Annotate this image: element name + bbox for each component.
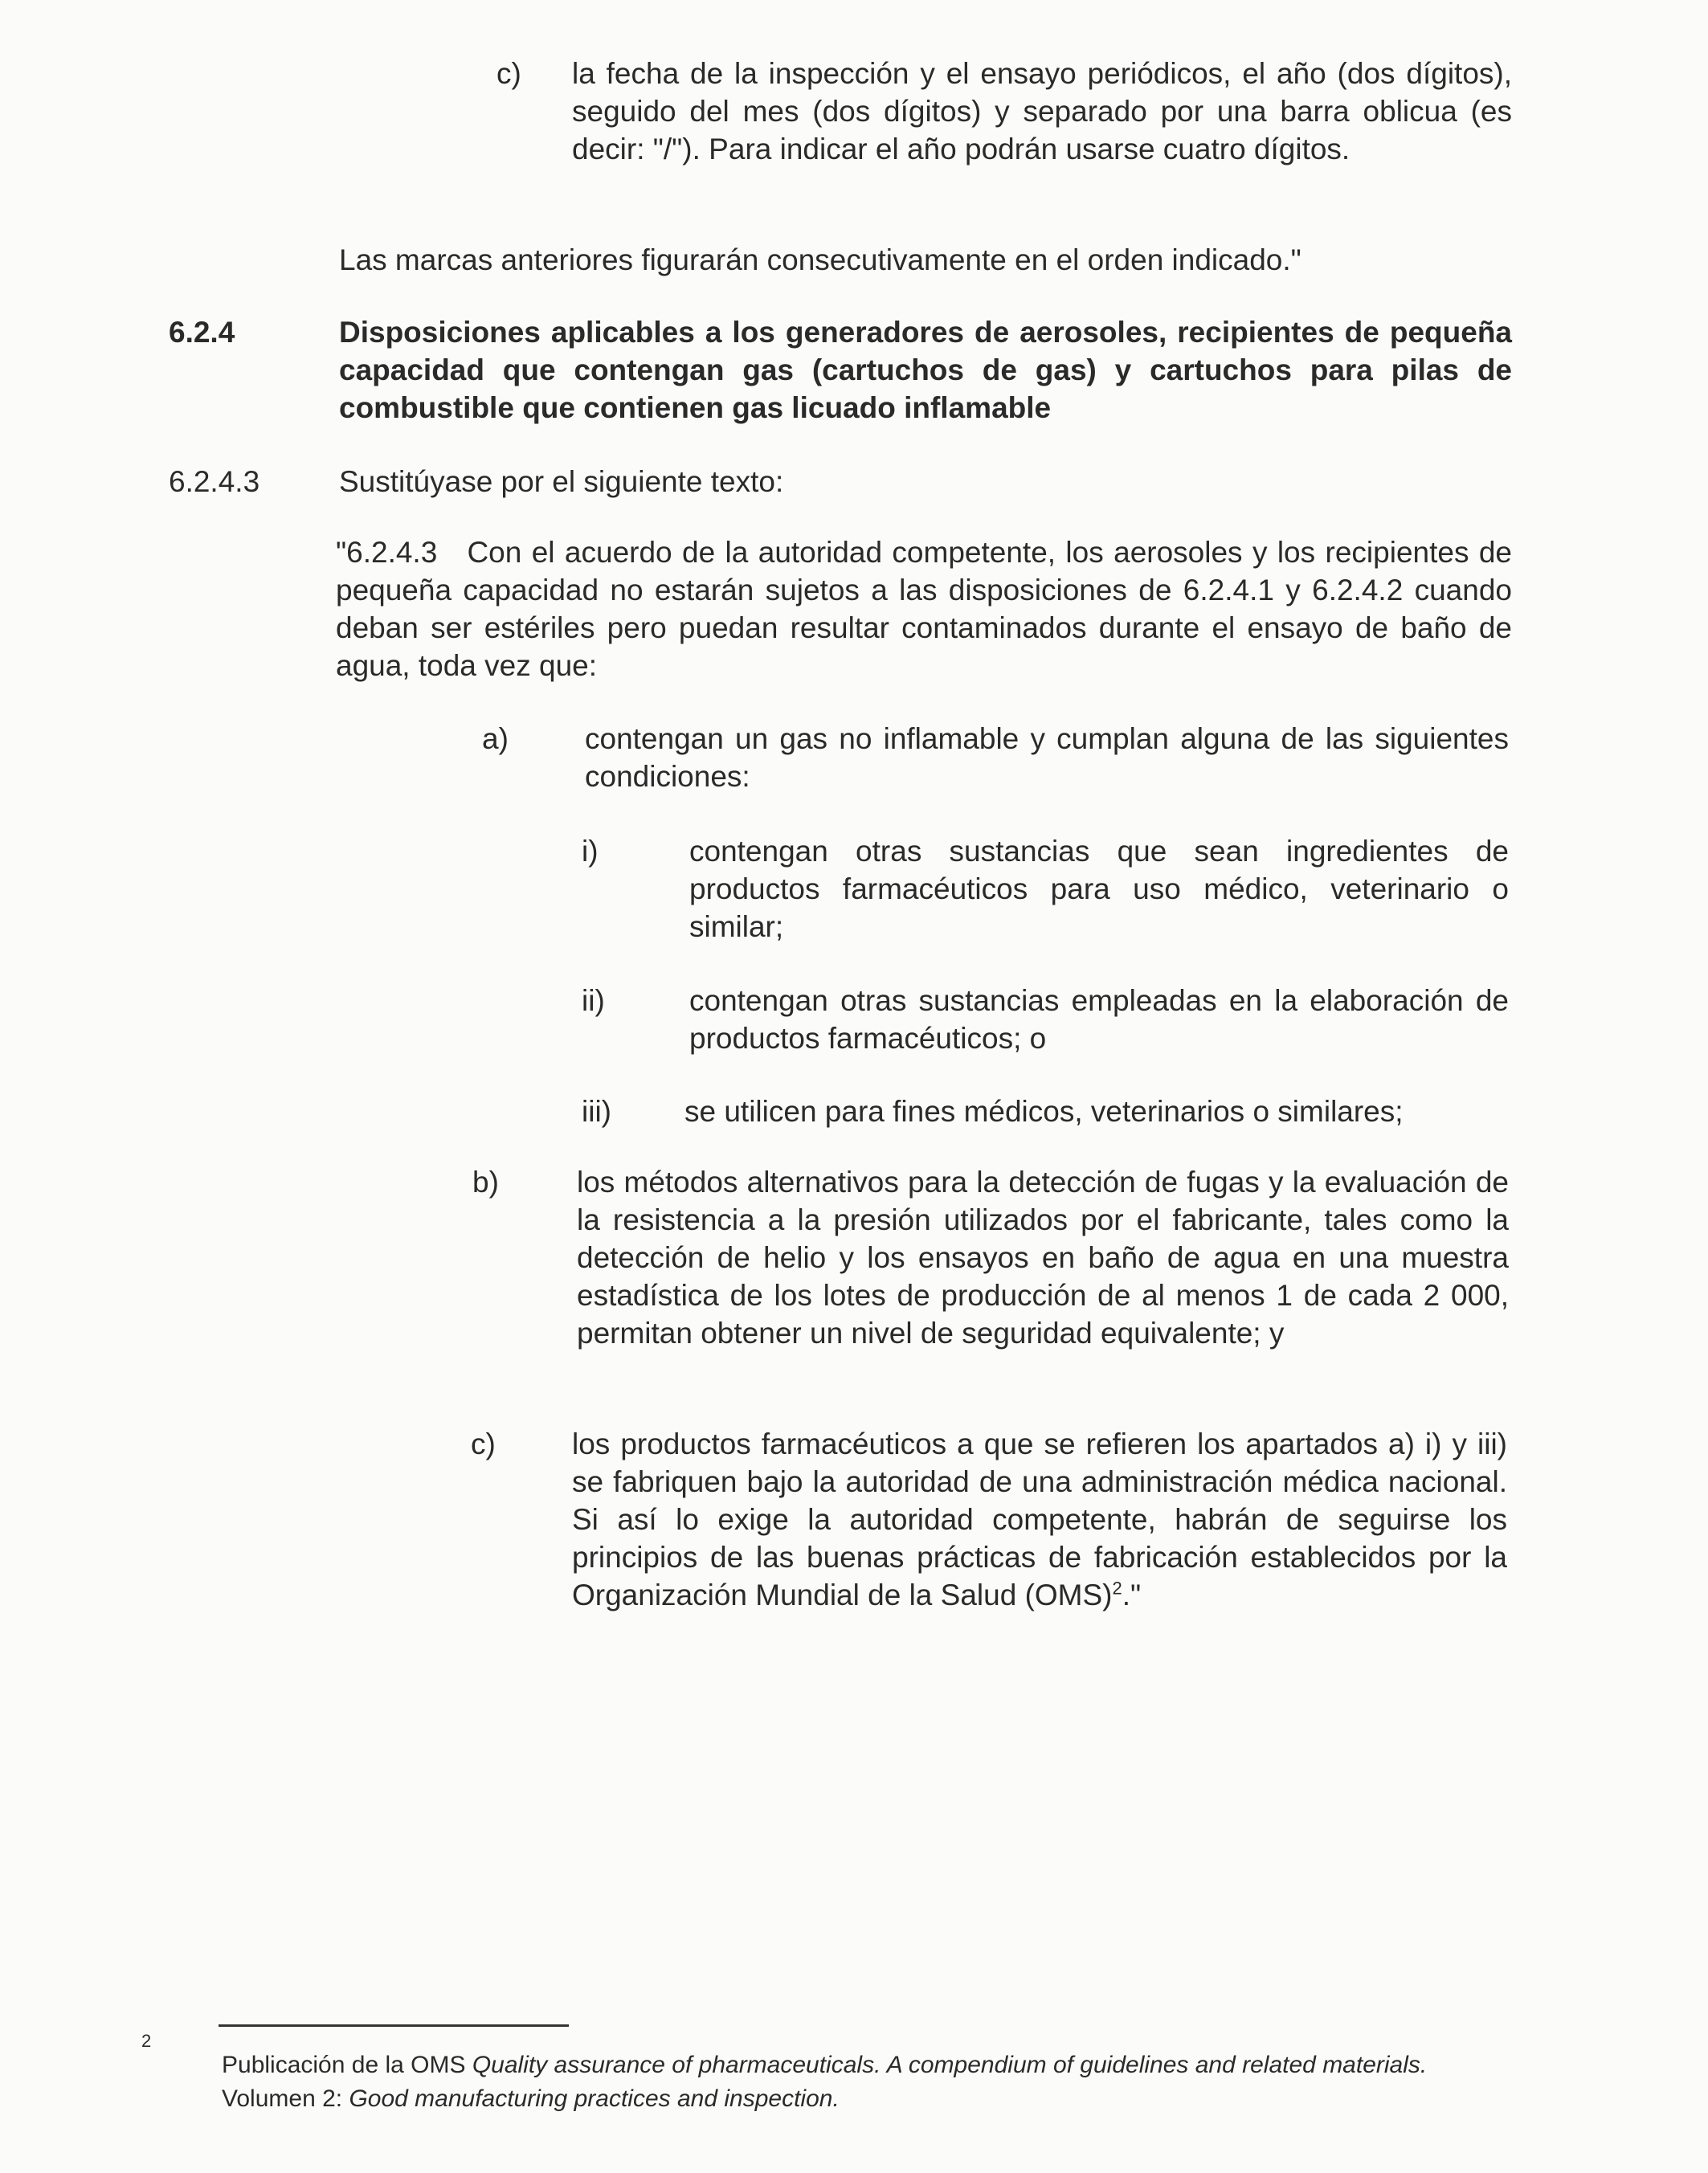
subitem-ii-text: contengan otras sustancias empleadas en la elaboración de productos farmacéuticos; o — [689, 984, 1509, 1055]
footnote-prefix: Publicación de la OMS — [222, 2052, 472, 2078]
item-b-label: b) — [472, 1166, 499, 1199]
closing-note: Las marcas anteriores figurarán consecutivamente en el orden indicado." — [339, 243, 1301, 276]
item-c-paragraph — [572, 1425, 1507, 1614]
subitem-iii-text: se utilicen para fines médicos, veterinarios o similares; — [684, 1095, 1404, 1128]
subitem-iii-label: iii) — [582, 1095, 611, 1128]
item-c-tail: ." — [1122, 1579, 1142, 1611]
section-title: Disposiciones aplicables a los generadores de aerosoles, recipientes de pequeña capacidad que contengan gas (cartuchos de gas) y cartuchos para pilas de combustible que contienen gas licuado inflamable — [339, 316, 1512, 424]
item-c-label: c) — [471, 1428, 496, 1460]
subsection-instruction: Sustitúyase por el siguiente texto: — [339, 465, 784, 498]
footnote-ref[interactable]: 2 — [1112, 1578, 1122, 1599]
footnote-title: Quality assurance of pharmaceuticals. A compendium of guidelines and related materials. — [472, 2052, 1428, 2078]
item-label: c) — [496, 57, 521, 90]
quoted-paragraph: "6.2.4.3 Con el acuerdo de la autoridad competente, los aerosoles y los recipientes de pequeña capacidad no estarán sujetos a las disposiciones de 6.2.4.1 y 6.2.4.2 cuando deban ser estériles pero puedan resultar contaminados durante el ensayo de baño de agua, toda vez que: — [336, 536, 1521, 682]
subsection-number: 6.2.4.3 — [169, 465, 260, 498]
section-number: 6.2.4 — [169, 316, 235, 349]
subitem-ii-label: ii) — [582, 984, 605, 1017]
footnote-volume: Good manufacturing practices and inspection. — [349, 2085, 840, 2112]
item-b-text: los métodos alternativos para la detección de fugas y la evaluación de la resistencia a la presión utilizados por el fabricante, tales como la detección de helio y los ensayos en baño de agua en una muestra estadística de los lotes de producción de al menos 1 de cada 2 000, permitan obtener un nivel de seguridad equivalente; y — [577, 1166, 1509, 1350]
footnote-text — [222, 2048, 1499, 2116]
subitem-i-label: i) — [582, 835, 599, 868]
item-a-text: contengan un gas no inflamable y cumplan alguna de las siguientes condiciones: — [585, 722, 1509, 793]
footnote-middle: Volumen 2: — [222, 2085, 349, 2112]
footnote-number: 2 — [141, 2031, 152, 2051]
footnote-divider — [219, 2024, 569, 2027]
item-a-label: a) — [482, 722, 509, 755]
subitem-i-text: contengan otras sustancias que sean ingredientes de productos farmacéuticos para uso médico, veterinario o similar; — [689, 835, 1509, 943]
item-text: la fecha de la inspección y el ensayo periódicos, el año (dos dígitos), seguido del mes (dos dígitos) y separado por una barra oblicua (es decir: "/"). Para indicar el año podrán usarse cuatro dígitos. — [572, 57, 1512, 165]
item-c-text: los productos farmacéuticos a que se refieren los apartados a) i) y iii) se fabriquen bajo la autoridad de una administración médica nacional. Si así lo exige la autoridad competente, habrán de seguirse los principios de las buenas prácticas de fabricación establecidos por la Organización Mundial de la Salud (OMS) — [572, 1428, 1507, 1611]
